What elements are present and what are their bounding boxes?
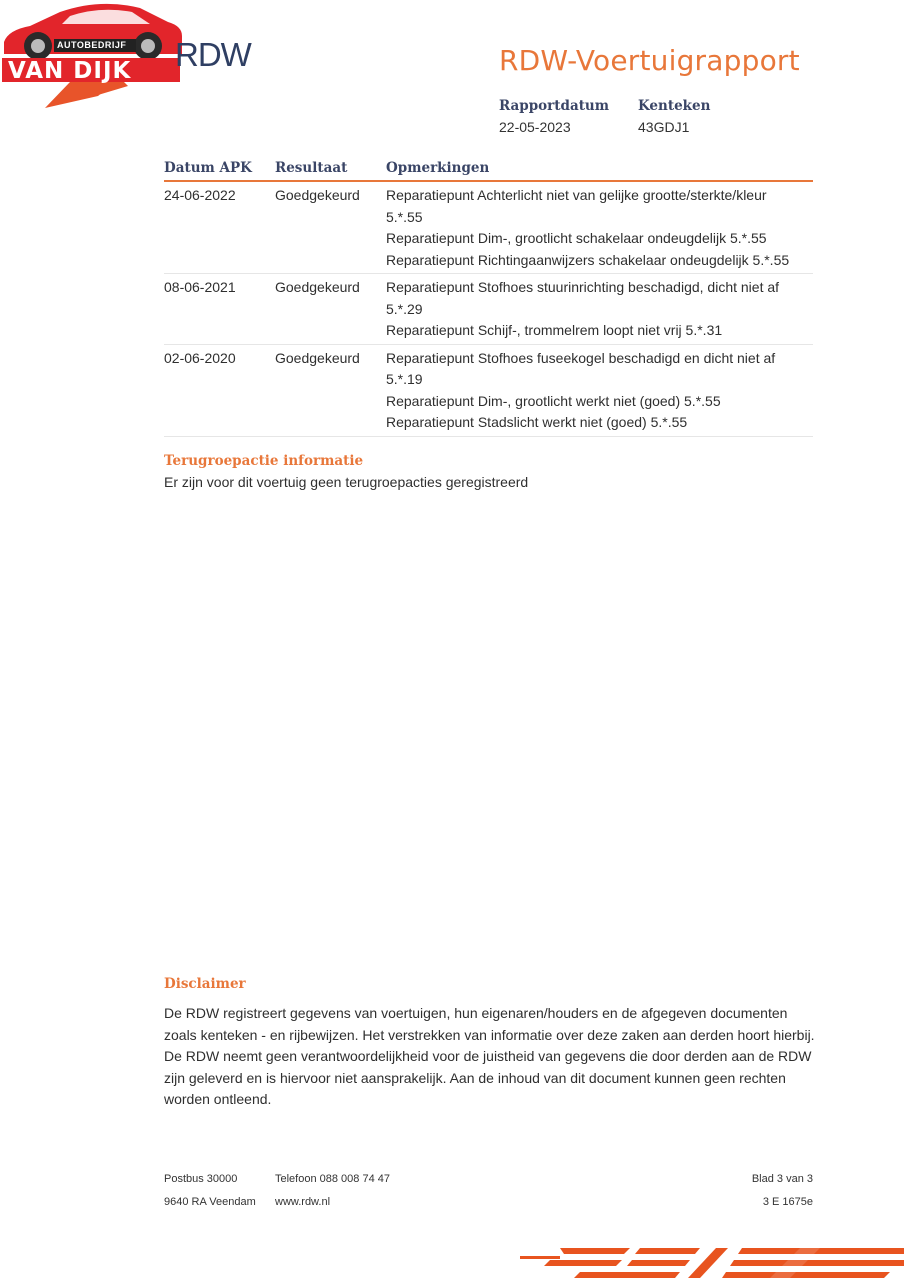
apk-result: Goedgekeurd — [275, 349, 360, 366]
disclaimer-heading: Disclaimer — [164, 976, 246, 992]
report-date-label: Rapportdatum — [499, 98, 610, 114]
table-row — [164, 182, 813, 274]
remark-item: Reparatiepunt Stadslicht werkt niet (goed) 5.*.55 — [386, 414, 688, 430]
recall-text: Er zijn voor dit voertuig geen terugroepacties geregistreerd — [164, 474, 529, 490]
footer-code: 3 E 1675e — [762, 1196, 813, 1208]
report-date-value: 22-05-2023 — [499, 119, 571, 135]
footer-phone: Telefoon 088 008 74 47 — [275, 1173, 390, 1185]
footer-address-2: 9640 RA Veendam — [164, 1196, 256, 1208]
report-title: RDW-Voertuigrapport — [499, 44, 800, 77]
footer-page: Blad 3 van 3 — [751, 1173, 813, 1185]
remark-item: Reparatiepunt Achterlicht niet van gelijke grootte/sterkte/kleur 5.*.55 — [386, 187, 767, 225]
apk-result: Goedgekeurd — [275, 279, 360, 295]
apk-date: 08-06-2021 — [164, 279, 236, 295]
logo-tagline: AUTOBEDRIJF — [57, 40, 127, 50]
table-header — [164, 160, 813, 182]
logo-name: VAN DIJK — [8, 58, 132, 84]
plate-label: Kenteken — [638, 98, 711, 114]
apk-result: Goedgekeurd — [275, 187, 360, 203]
disclaimer-text: De RDW registreert gegevens van voertuigen, hun eigenaren/houders en de afgegeven documenten zoals kenteken - en rijbewijzen. Het verstrekken van informatie over deze zaken aan derden hoort hierbij. De RDW neemt geen verantwoordelijkheid voor de juistheid van gegevens die door derden aan de RDW zijn geleverd en is hiervoor niet aansprakelijk. Aan de inhoud van dit document kunnen geen rechten worden ontleend. — [164, 1005, 815, 1107]
plate-value: 43GDJ1 — [638, 119, 690, 135]
rdw-logo: RDW — [175, 36, 251, 73]
table-row — [164, 345, 813, 437]
col-header-result: Resultaat — [275, 160, 348, 176]
apk-remarks — [386, 274, 806, 344]
col-header-remarks: Opmerkingen — [386, 160, 490, 176]
table-row — [164, 274, 813, 345]
recall-heading: Terugroepactie informatie — [164, 453, 364, 469]
apk-remarks — [386, 182, 806, 273]
footer-address-1: Postbus 30000 — [164, 1173, 238, 1185]
footer-website[interactable]: www.rdw.nl — [275, 1196, 331, 1208]
apk-table — [164, 160, 813, 437]
apk-date: 02-06-2020 — [164, 349, 236, 366]
remark-item: Reparatiepunt Stofhoes fuseekogel beschadigd en dicht niet af 5.*.19 — [386, 349, 776, 387]
remark-item: Reparatiepunt Dim-, grootlicht schakelaar ondeugdelijk 5.*.55 — [386, 230, 767, 246]
remark-item: Reparatiepunt Richtingaanwijzers schakelaar ondeugdelijk 5.*.55 — [386, 251, 790, 268]
remark-item: Reparatiepunt Schijf-, trommelrem loopt niet vrij 5.*.31 — [386, 322, 723, 338]
apk-remarks — [386, 345, 806, 436]
col-header-date: Datum APK — [164, 160, 252, 176]
apk-date: 24-06-2022 — [164, 187, 236, 203]
remark-item: Reparatiepunt Stofhoes stuurinrichting beschadigd, dicht niet af 5.*.29 — [386, 279, 780, 317]
remark-item: Reparatiepunt Dim-, grootlicht werkt niet (goed) 5.*.55 — [386, 392, 721, 409]
rdw-stripes-decoration — [520, 1244, 904, 1280]
